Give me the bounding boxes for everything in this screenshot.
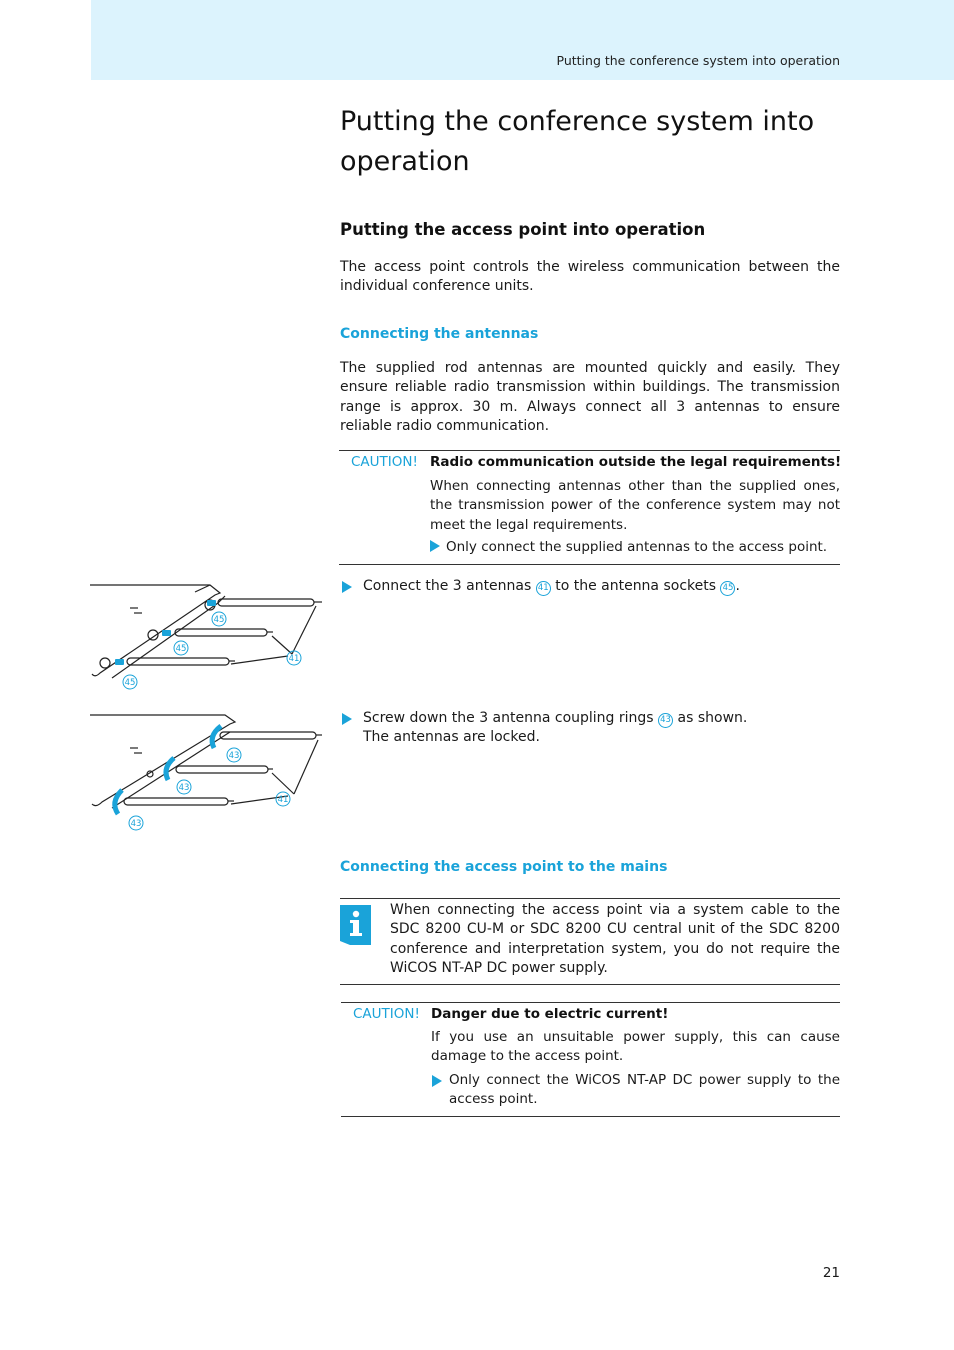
step1-text: . (735, 578, 740, 594)
triangle-bullet-icon (432, 1075, 442, 1087)
figure1-label: 45 (213, 615, 225, 625)
mains-heading: Connecting the access point to the mains (340, 859, 668, 875)
caution2-action (431, 1071, 840, 1110)
figure1-label: 45 (175, 644, 187, 654)
triangle-bullet-icon (430, 540, 440, 552)
step1-text: to the antenna sockets (555, 578, 717, 594)
antennas-heading: Connecting the antennas (340, 326, 539, 342)
antenna-figure-1 (90, 578, 325, 693)
figure1-label: 41 (288, 654, 300, 664)
info-top-rule (340, 898, 840, 899)
caution2-text: If you use an unsuitable power supply, this can cause damage to the access point. (431, 1029, 840, 1065)
figure2-label: 41 (277, 795, 289, 805)
caution2-bottom-rule (341, 1116, 840, 1117)
ref-badge: 43 (658, 713, 673, 728)
antenna-figure-2 (90, 710, 325, 835)
step2-result: The antennas are locked. (363, 729, 540, 746)
antennas-text: The supplied rod antennas are mounted quickly and easily. They ensure reliable radio transmission within buildings. The transmission range is approx. 30 m. Always connect all 3 antennas to ensure reliable radio communication. (340, 360, 840, 434)
figure2-label: 43 (228, 751, 240, 761)
caution1-top-rule (339, 450, 840, 451)
caution1-action-text: Only connect the supplied antennas to the access point. (446, 539, 828, 555)
figure2-label: 43 (130, 819, 142, 829)
ref-badge: 45 (720, 581, 735, 596)
caution1-label: CAUTION! (351, 454, 418, 470)
section-intro: The access point controls the wireless communication between the individual conference units. (340, 259, 840, 295)
info-bottom-rule (340, 984, 840, 985)
caution2-action-text: Only connect the WiCOS NT-AP DC power supply to the access point. (449, 1072, 840, 1108)
triangle-bullet-icon (342, 713, 352, 725)
section-heading: Putting the access point into operation (340, 220, 706, 239)
caution1-text: When connecting antennas other than the supplied ones, the transmission power of the conference system may not meet the legal requirements. (430, 478, 840, 533)
caution2-title: Danger due to electric current! (431, 1006, 669, 1022)
info-icon (340, 905, 372, 947)
ref-badge: 41 (536, 581, 551, 596)
figure1-label: 45 (124, 678, 136, 688)
caution2-label: CAUTION! (353, 1006, 420, 1022)
caution1-action (430, 538, 840, 557)
triangle-bullet-icon (342, 581, 352, 593)
info-text: When connecting the access point via a system cable to the SDC 8200 CU-M or SDC 8200 CU central unit of the SDC 8200 conference and interpretation system, you do not require the WiCOS NT-AP DC power supply. (390, 902, 840, 976)
step1-text: Connect the 3 antennas (363, 578, 532, 594)
caution1-title: Radio communication outside the legal requirements! (430, 454, 842, 470)
header-band (91, 0, 954, 80)
figure2-label: 43 (178, 783, 190, 793)
caution2-top-rule (341, 1002, 840, 1003)
caution1-bottom-rule (339, 564, 840, 565)
page-number: 21 (822, 1265, 840, 1281)
page-title: Putting the conference system into operation (340, 106, 815, 177)
running-head: Putting the conference system into operation (556, 53, 840, 68)
step2-text: as shown. (677, 710, 748, 726)
step2-text: Screw down the 3 antenna coupling rings (363, 710, 654, 726)
